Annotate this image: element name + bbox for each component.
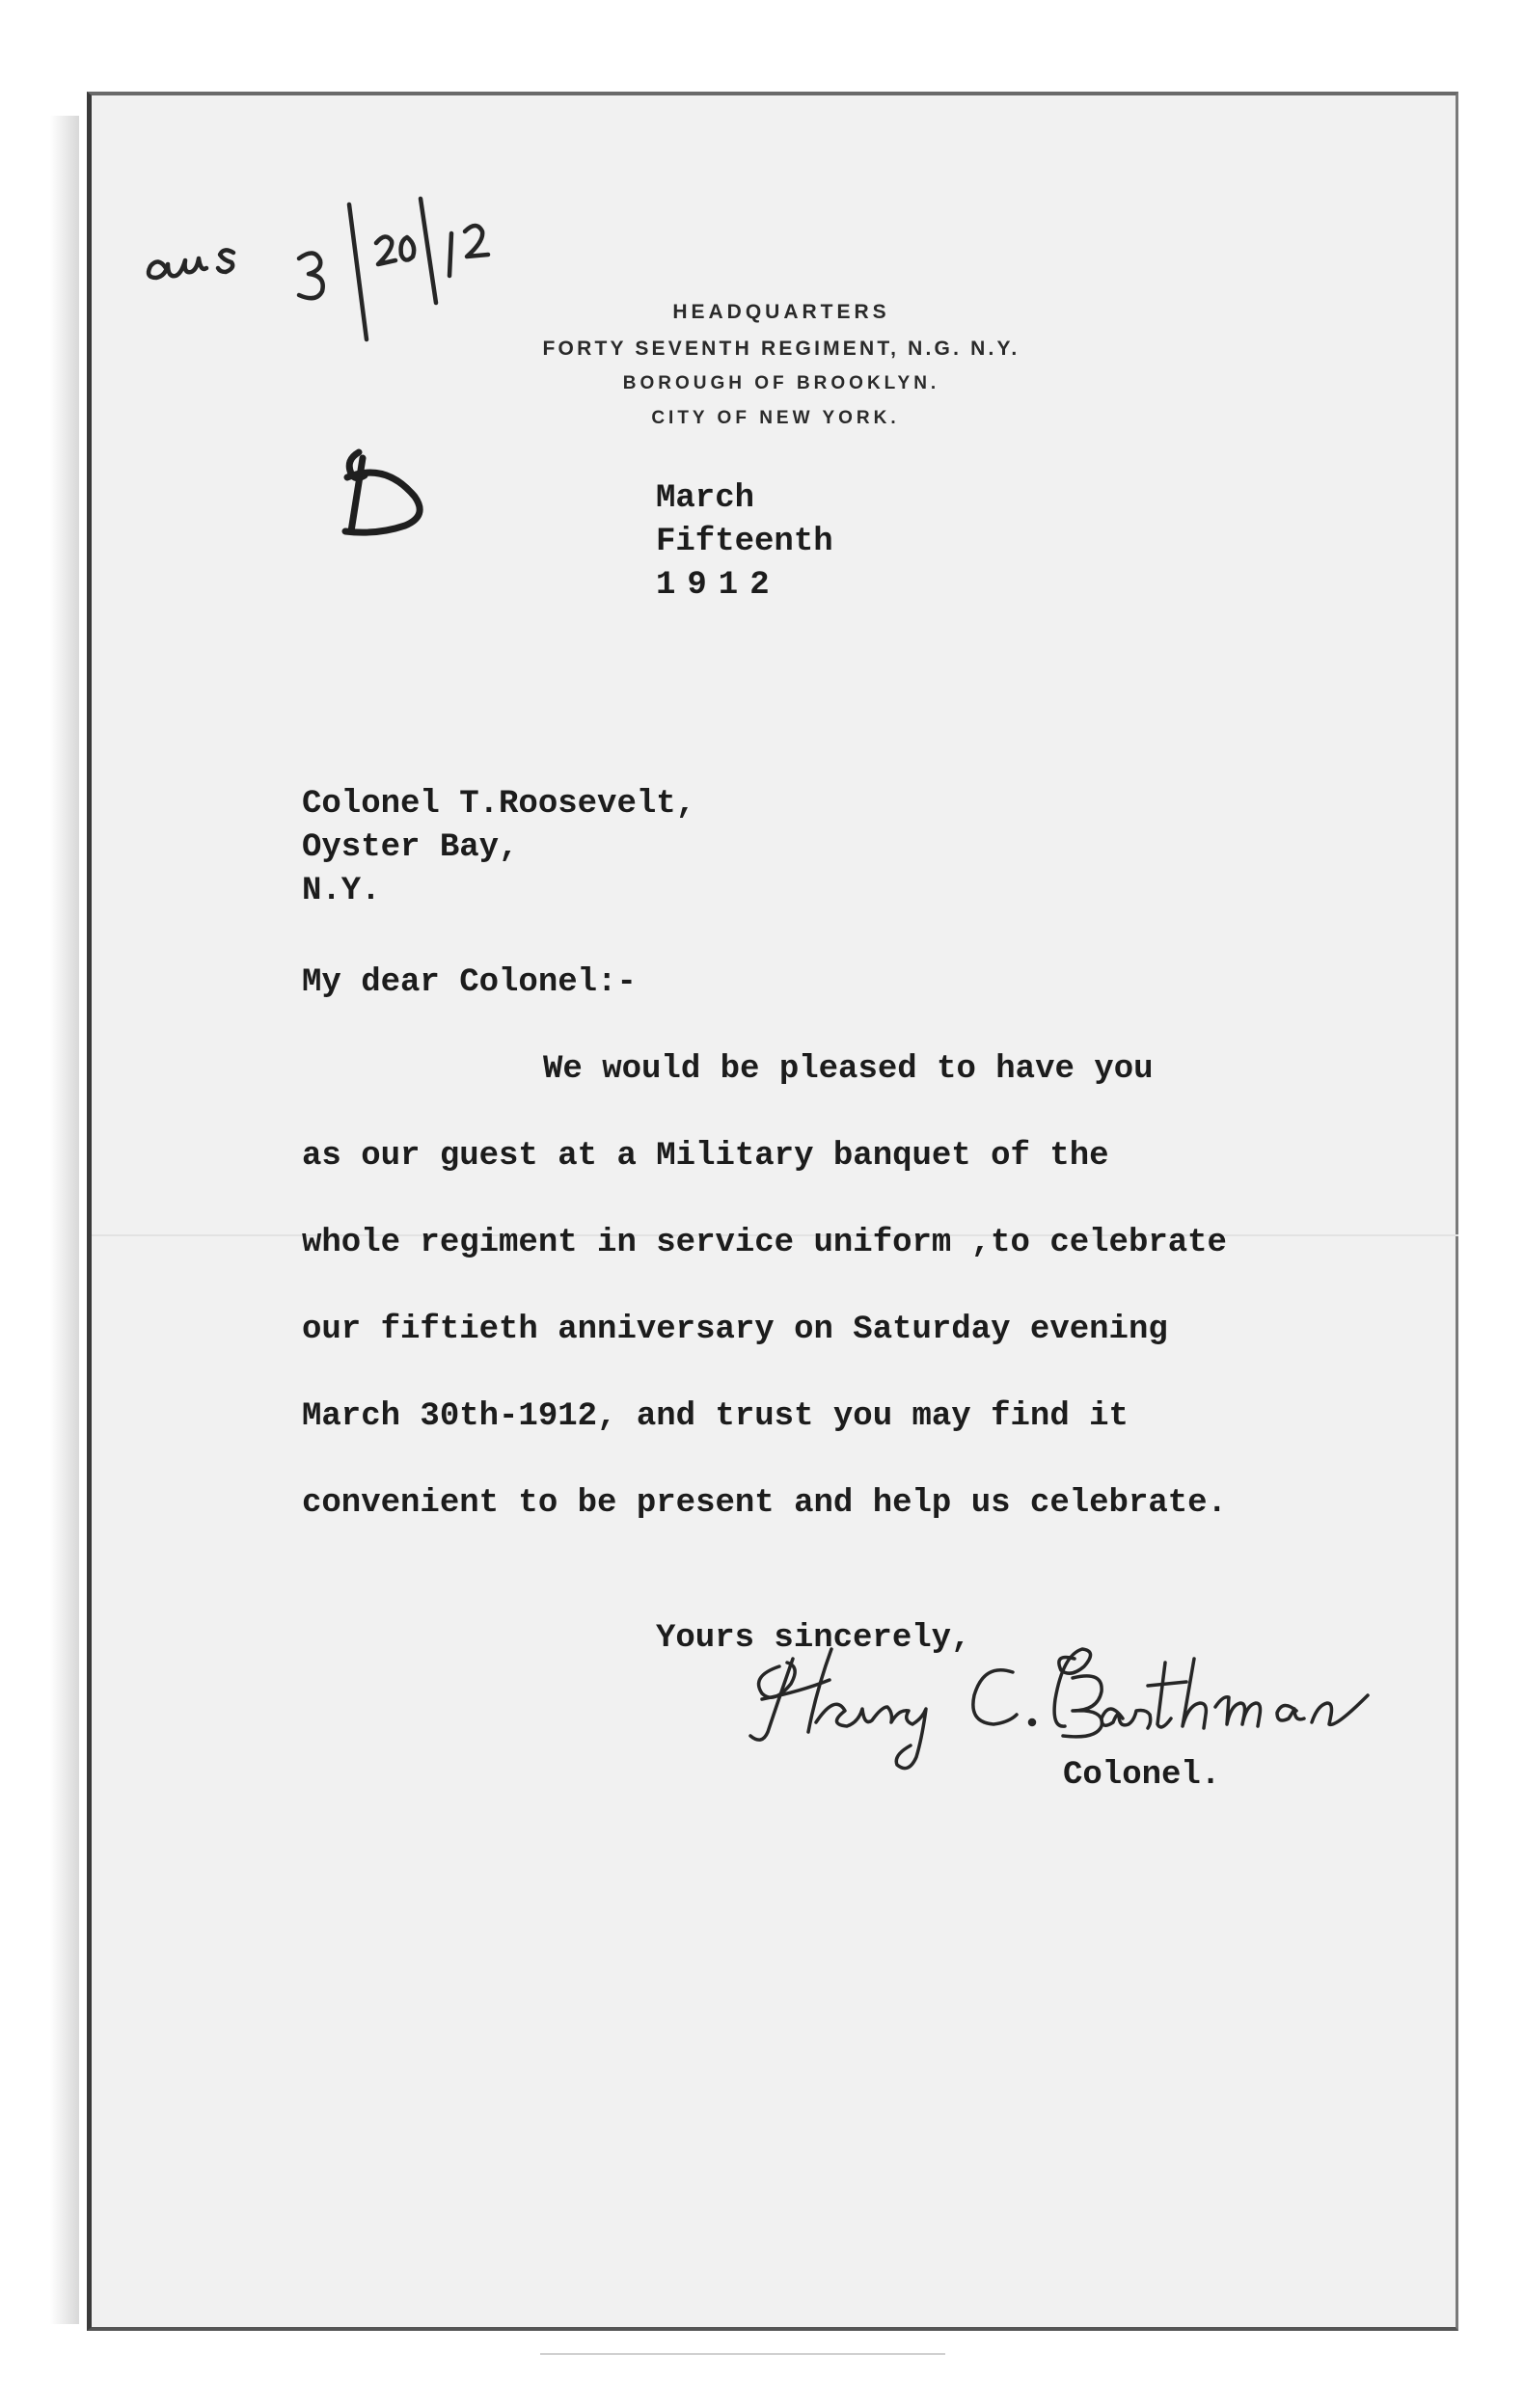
date-month: March (656, 480, 755, 517)
letterhead-line-3: BOROUGH OF BROOKLYN. (622, 373, 940, 393)
scan-smudge (540, 2353, 945, 2355)
letterhead-line-4: CITY OF NEW YORK. (651, 408, 900, 428)
date-year: 1912 (656, 567, 781, 604)
body-line-3: whole regiment in service uniform ,to celebrate (302, 1225, 1227, 1261)
body-line-2: as our guest at a Military banquet of the (302, 1138, 1109, 1175)
body-line-1: We would be pleased to have you (543, 1051, 1154, 1088)
sheet-shadow (50, 116, 79, 2324)
signer-rank: Colonel. (1063, 1757, 1221, 1794)
recipient-town: Oyster Bay, (302, 829, 519, 866)
letterhead-line-1: HEADQUARTERS (672, 301, 890, 323)
body-line-5: March 30th-1912, and trust you may find it (302, 1398, 1129, 1435)
recipient-state: N.Y. (302, 873, 381, 909)
body-line-6: convenient to be present and help us celebrate. (302, 1485, 1227, 1522)
date-day: Fifteenth (656, 524, 833, 560)
closing: Yours sincerely, (656, 1620, 971, 1657)
body-line-4: our fiftieth anniversary on Saturday evening (302, 1312, 1168, 1348)
letterhead-line-2: FORTY SEVENTH REGIMENT, N.G. N.Y. (542, 338, 1021, 360)
salutation: My dear Colonel:- (302, 964, 637, 1001)
handwritten-mark-d (318, 439, 444, 545)
recipient-name: Colonel T.Roosevelt, (302, 786, 696, 823)
